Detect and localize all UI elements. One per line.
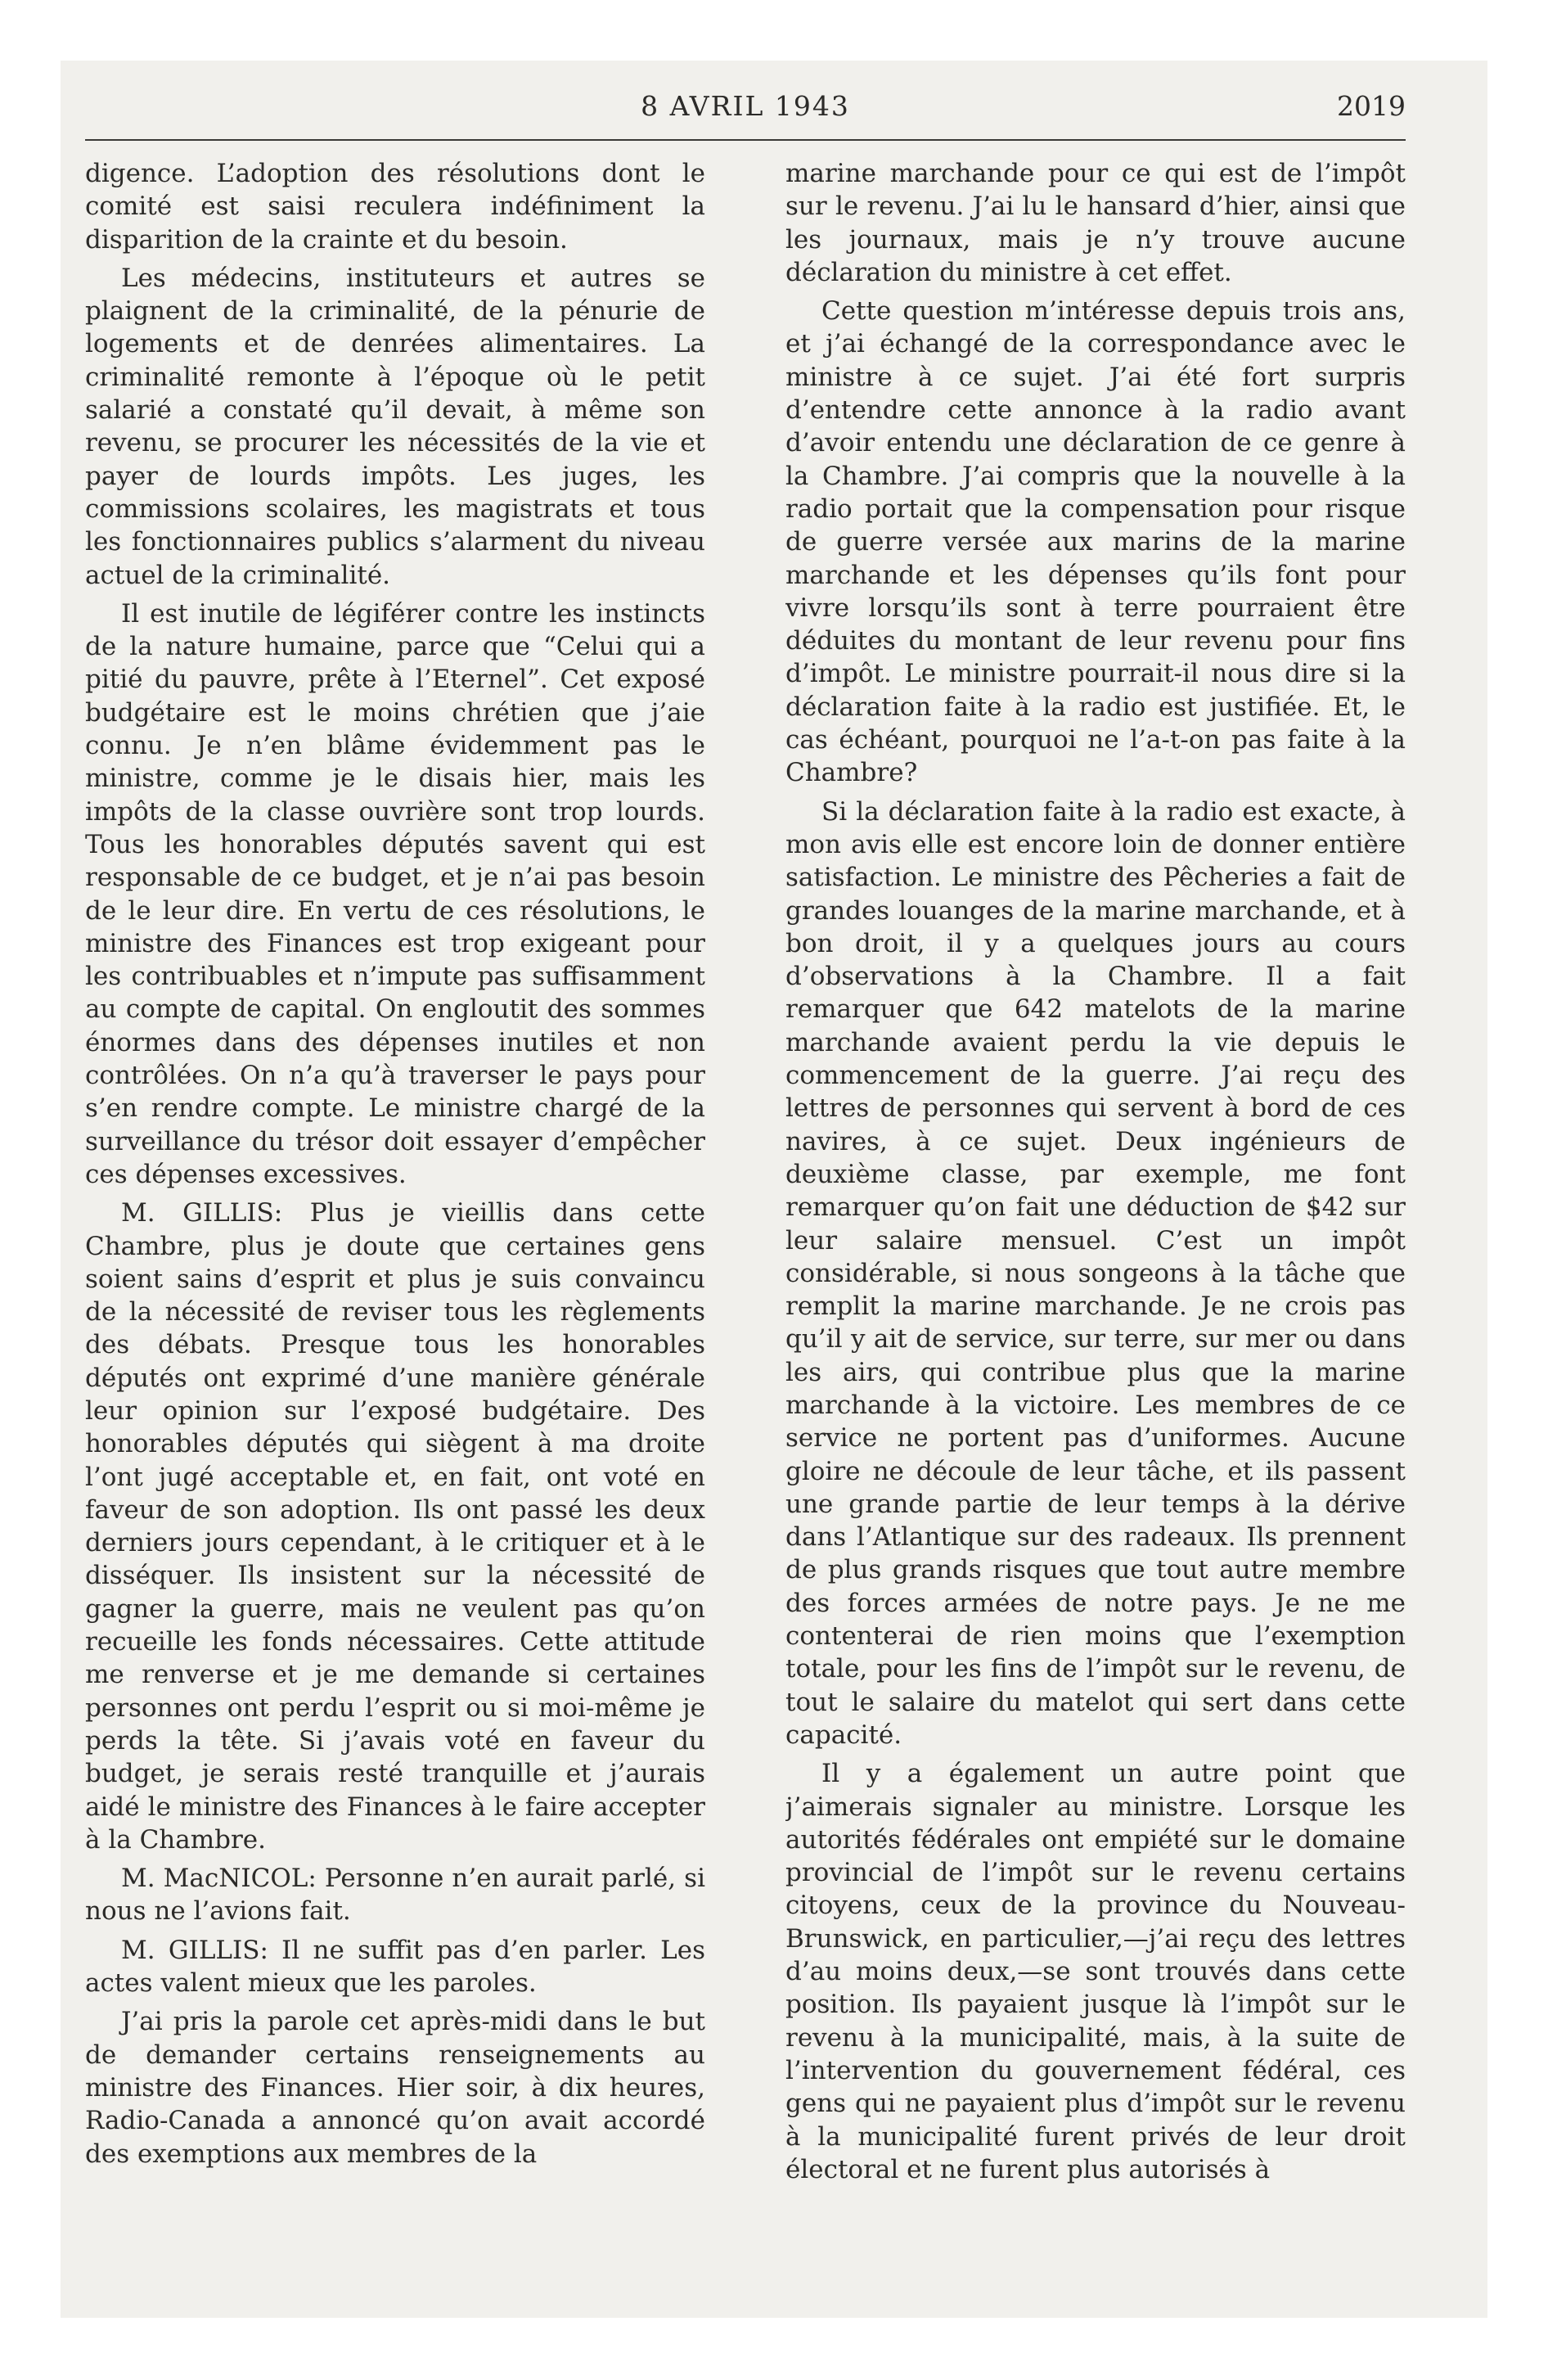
right-column [785,157,1406,2220]
paragraph: digence. L’adoption des résolutions dont le comité est saisi reculera indéfiniment la disparition de la crainte et du besoin. [85,159,705,255]
header-rule [85,139,1406,141]
paragraph: M. MacNICOL: Personne n’en aurait parlé, si nous ne l’avions fait. [85,1864,705,1927]
paragraph: J’ai pris la parole cet après-midi dans le but de demander certains renseignements au ministre des Finances. Hier soir, à dix heures, Radio-Canada a annoncé qu’on avait accordé des exemptions aux membres de la [85,2007,705,2169]
paragraph: Il y a également un autre point que j’aimerais signaler au ministre. Lorsque les autorités fédérales ont empiété sur le domaine provincial de l’impôt sur le revenu certains citoyens, ceux de la province du Nouveau-Brunswick, en particulier,—j’ai reçu des lettres d’au moins deux,—se sont trouvés dans cette position. Ils payaient jusque là l’impôt sur le revenu à la municipalité, mais, à la suite de l’intervention du gouvernement fédéral, ces gens qui ne payaient plus d’impôt sur le revenu à la municipalité furent privés de leur droit électoral et ne furent plus autorisés à [785,1759,1406,2184]
paragraph: Si la déclaration faite à la radio est exacte, à mon avis elle est encore loin de donner entière satisfaction. Le ministre des Pêcheries a fait de grandes louanges de la marine marchande, et à bon droit, il y a quelques jours au cours d’observations à la Chambre. Il a fait remarquer que 642 matelots de la marine marchande avaient perdu la vie depuis le commencement de la guerre. J’ai reçu des lettres de personnes qui servent à bord de ces navires, à ce sujet. Deux ingénieurs de deuxième classe, par exemple, me font remarquer qu’on fait une déduction de $42 sur leur salaire mensuel. C’est un impôt considérable, si nous songeons à la tâche que remplit la marine marchande. Je ne crois pas qu’il y ait de service, sur terre, sur mer ou dans les airs, qui contribue plus que la marine marchande à la victoire. Les membres de ce service ne portent pas d’uniformes. Aucune gloire ne découle de leur tâche, et ils passent une grande partie de leur temps à la dérive dans l’Atlantique sur des radeaux. Ils prennent de plus grands risques que tout autre membre des forces armées de notre pays. Je ne me contenterai de rien moins que l’exemption totale, pour les fins de l’impôt sur le revenu, de tout le salaire du matelot qui sert dans cette capacité. [785,796,1406,1750]
paragraph: M. GILLIS: Plus je vieillis dans cette Chambre, plus je doute que certaines gens soient sains d’esprit et plus je suis convaincu de la nécessité de reviser tous les règlements des débats. Presque tous les honorables députés ont exprimé d’une manière générale leur opinion sur l’exposé budgétaire. Des honorables députés qui siègent à ma droite l’ont jugé acceptable et, en fait, ont voté en faveur de son adoption. Ils ont passé les deux derniers jours cependant, à le critiquer et à le disséquer. Ils insistent sur la nécessité de gagner la guerre, mais ne veulent pas qu’on recueille les fonds nécessaires. Cette attitude me renverse et je me demande si certaines personnes ont perdu l’esprit ou si moi-même je perds la tête. Si j’avais voté en faveur du budget, je serais resté tranquille et j’aurais aidé le ministre des Finances à le faire accepter à la Chambre. [85,1198,705,1855]
paragraph: Il est inutile de légiférer contre les instincts de la nature humaine, parce que “Celui qui a pitié du pauvre, prête à l’Eternel”. Cet exposé budgétaire est le moins chrétien que j’aie connu. Je n’en blâme évidemment pas le ministre, comme je le disais hier, mais les impôts de la classe ouvrière sont trop lourds. Tous les honorables députés savent qui est responsable de ce budget, et je n’ai pas besoin de le leur dire. En vertu de ces résolutions, le ministre des Finances est trop exigeant pour les contribuables et n’impute pas suffisamment au compte de capital. On engloutit des sommes énormes dans des dépenses inutiles et non contrôlées. On n’a qu’à traverser le pays pour s’en rendre compte. Le ministre chargé de la surveillance du trésor doit essayer d’empêcher ces dépenses excessives. [85,598,705,1189]
running-header [85,90,1406,131]
paragraph: marine marchande pour ce qui est de l’impôt sur le revenu. J’ai lu le hansard d’hier, ainsi que les journaux, mais je n’y trouve aucune déclaration du ministre à cet effet. [785,159,1406,287]
left-column [85,157,705,2220]
paragraph: Cette question m’intéresse depuis trois ans, et j’ai échangé de la correspondance avec le ministre à ce sujet. J’ai été fort surpris d’entendre cette annonce à la radio avant d’avoir entendu une déclaration de ce genre à la Chambre. J’ai compris que la nouvelle à la radio portait que la compensation pour risque de guerre versée aux marins de la marine marchande et les dépenses qu’ils font pour vivre lorsqu’ils sont à terre pourraient être déduites du montant de leur revenu pour fins d’impôt. Le ministre pourrait-il nous dire si la déclaration faite à la radio est justifiée. Et, le cas échéant, pourquoi ne l’a-t-on pas faite à la Chambre? [785,296,1406,788]
header-date: 8 AVRIL 1943 [641,90,850,122]
paragraph: Les médecins, instituteurs et autres se plaignent de la criminalité, de la pénurie de logements et de denrées alimentaires. La criminalité remonte à l’époque où le petit salarié a constaté qu’il devait, à même son revenu, se procurer les nécessités de la vie et payer de lourds impôts. Les juges, les commissions scolaires, les magistrats et tous les fonctionnaires publics s’alarment du niveau actuel de la criminalité. [85,263,705,590]
paragraph: M. GILLIS: Il ne suffit pas d’en parler. Les actes valent mieux que les paroles. [85,1935,705,1999]
page-number: 2019 [1337,90,1406,122]
